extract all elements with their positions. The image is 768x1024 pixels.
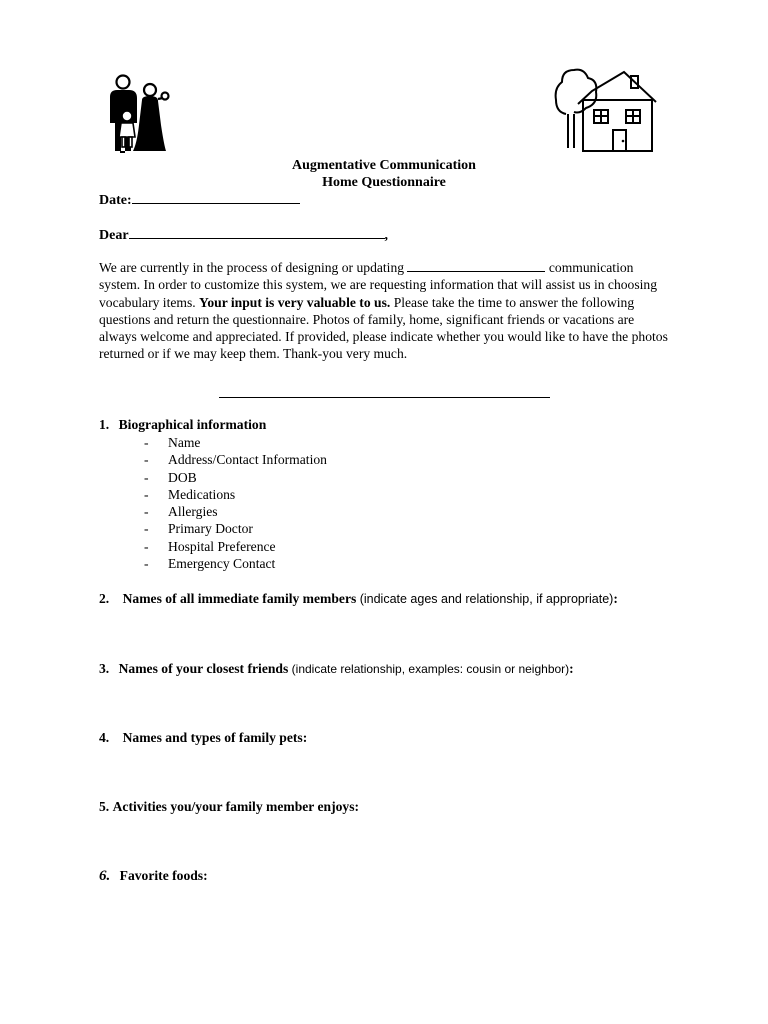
section-5-heading: 5. Activities you/your family member enjoys: — [99, 799, 360, 814]
section-title: Activities you/your family member enjoys: — [112, 799, 360, 814]
document-title-line1: Augmentative Communication — [292, 158, 476, 173]
section-3-heading: 3. Names of your closest friends (indicate relationship, examples: cousin or neighbor): — [99, 661, 574, 676]
date-label: Date: — [99, 193, 132, 208]
list-item: - Primary Doctor — [144, 521, 253, 537]
section-1-heading — [99, 416, 266, 433]
section-title: Names and types of family pets: — [122, 730, 308, 745]
recipient-name-field[interactable] — [129, 226, 385, 239]
section-title: Names of all immediate family members — [122, 591, 357, 606]
section-title: Biographical information — [118, 417, 267, 432]
date-field[interactable] — [132, 191, 300, 204]
list-item: - Hospital Preference — [144, 538, 276, 554]
family-icon — [103, 73, 171, 153]
dear-row — [99, 226, 388, 244]
list-item: - DOB — [144, 469, 197, 485]
divider-line — [219, 397, 550, 398]
date-row — [99, 191, 300, 209]
list-item: - Emergency Contact — [144, 556, 276, 572]
section-6-heading: 6. Favorite foods: — [99, 868, 208, 884]
bio-info-list — [144, 434, 327, 572]
section-number: 1. — [99, 417, 110, 432]
section-note: (indicate relationship, examples: cousin or neighbor) — [291, 662, 570, 676]
intro-paragraph — [99, 259, 669, 363]
list-item: - Medications — [144, 486, 236, 502]
document-title-line2: Home Questionnaire — [322, 175, 446, 190]
section-note: (indicate ages and relationship, if appropriate) — [359, 592, 614, 606]
section-title: Names of your closest friends — [118, 661, 289, 676]
section-title: Favorite foods: — [119, 868, 208, 883]
house-icon — [552, 66, 658, 154]
intro-text-1: We are currently in the process of designing or updating — [99, 260, 405, 275]
section-2-heading: 2. Names of all immediate family members (indicate ages and relationship, if appropriate): — [99, 591, 618, 606]
section-4-heading: 4. Names and types of family pets: — [99, 730, 308, 745]
intro-text-2: communication system. In order to customize this system, we are requesting information that will assist us in choosing vocabulary items. — [99, 260, 658, 310]
dear-comma: , — [384, 228, 389, 243]
intro-text-3: Please take the time to answer the following questions and return the questionnaire. Photos of family, home, significant friends or vacations are always welcome and appreciated. If provided, please indicate whether you would like to have the photos returned or if we may keep them. Thank-you very much. — [99, 294, 668, 362]
list-item: - Name — [144, 435, 201, 450]
intro-emphasis: Your input is very valuable to us. — [199, 294, 391, 310]
list-item: - Allergies — [144, 504, 218, 520]
dear-label: Dear — [99, 228, 129, 243]
list-item: - Address/Contact Information — [144, 452, 327, 468]
system-name-field[interactable] — [407, 259, 545, 272]
